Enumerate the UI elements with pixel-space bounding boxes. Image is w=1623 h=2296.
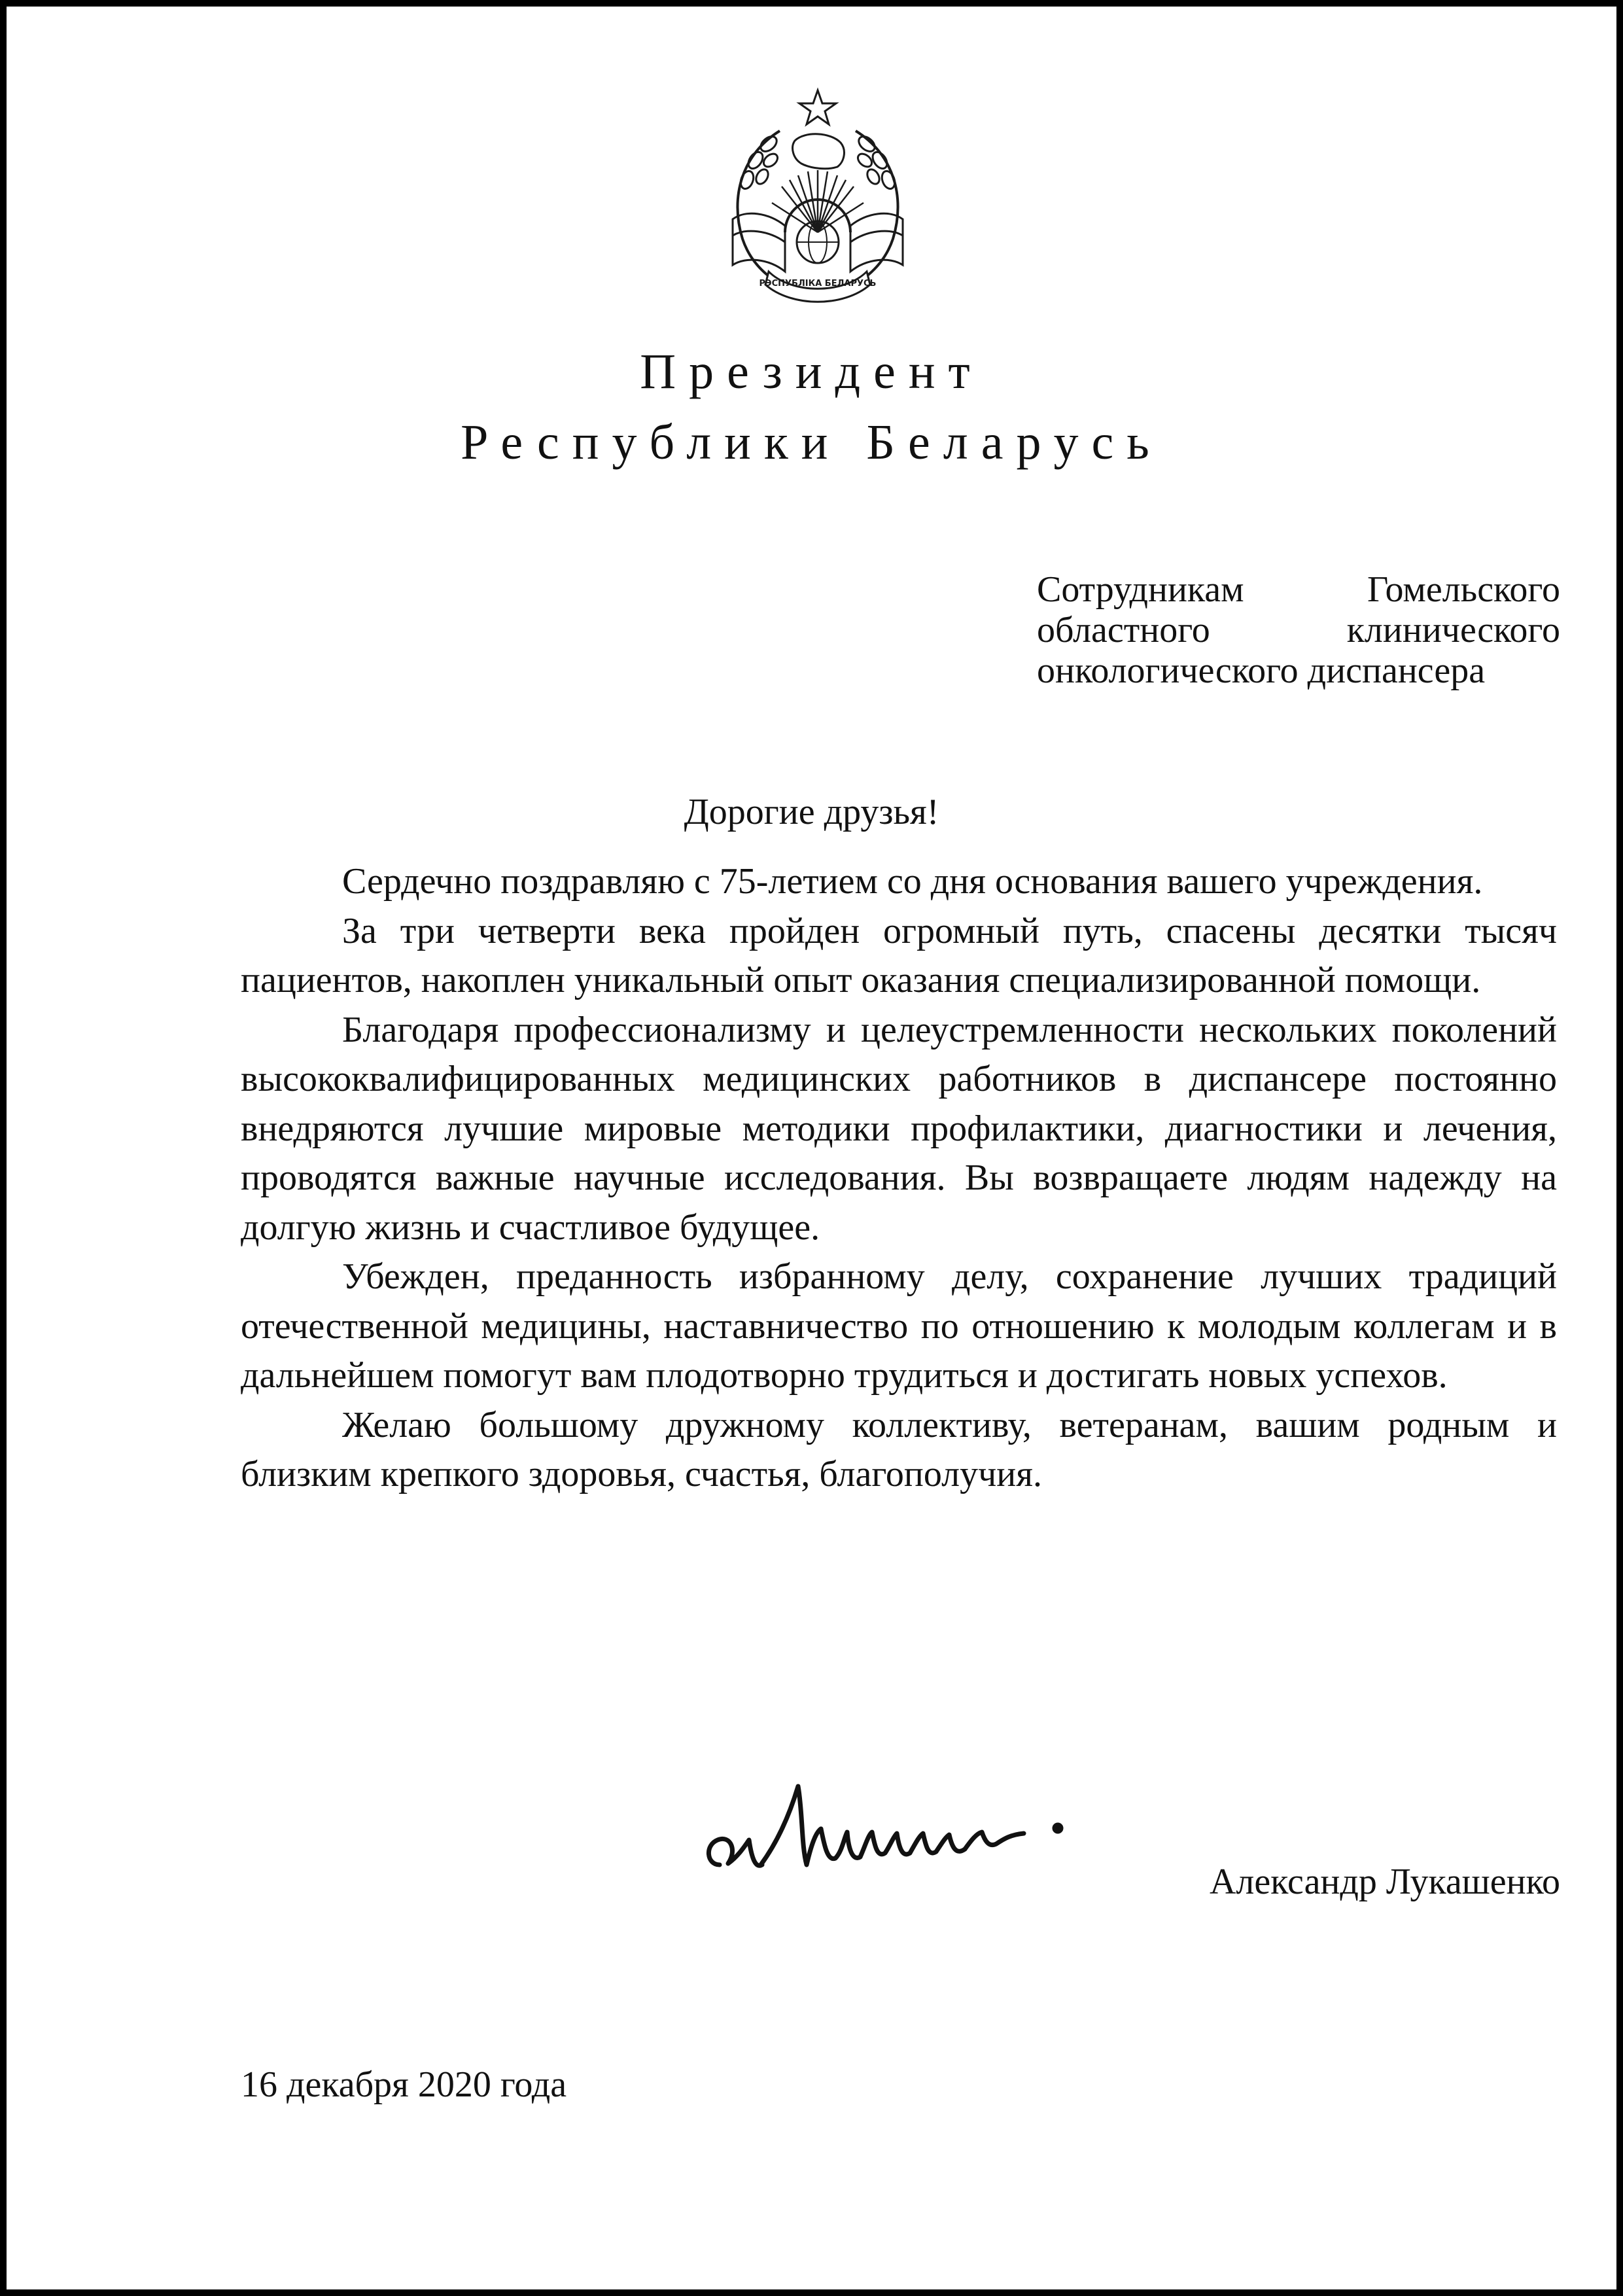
addressee-line: областного клинического — [1037, 610, 1560, 650]
heading-president: Президент — [640, 344, 983, 399]
belarus-state-emblem-icon — [707, 85, 929, 311]
letter-paragraph: Сердечно поздравляю с 75-летием со дня основания вашего учреждения. — [342, 861, 1483, 902]
letter-paragraph: Желаю большому дружному коллективу, ветеранам, вашим родным и близким крепкого здоровья, счастья, благополучия. — [241, 1404, 1557, 1494]
letter-body — [241, 857, 1557, 1500]
handwritten-signature-icon — [697, 1767, 1089, 1901]
heading-republic: Республики Беларусь — [461, 415, 1162, 470]
letter-date: 16 декабря 2020 года — [241, 2064, 567, 2105]
letter-paragraph: За три четверти века пройден огромный путь, спасены десятки тысяч пациентов, накоплен уникальный опыт оказания специализированной помощи. — [241, 910, 1557, 1000]
signer-name: Александр Лукашенко — [1209, 1862, 1560, 1902]
salutation: Дорогие друзья! — [684, 792, 939, 832]
addressee-block — [1037, 569, 1560, 691]
emblem-ribbon-text: РЭСПУБЛІКА БЕЛАРУСЬ — [759, 279, 877, 289]
letter-paragraph: Убежден, преданность избранному делу, сохранение лучших традиций отечественной медицины, наставничество по отношению к молодым коллегам и в дальнейшем помогут вам плодотворно трудиться и достигать новых успехов. — [241, 1256, 1557, 1396]
addressee-line: Сотрудникам Гомельского — [1037, 569, 1560, 610]
letter-paragraph: Благодаря профессионализму и целеустремленности нескольких поколений высококвалифицированных медицинских работников в диспансере постоянно внедряются лучшие мировые методики профилактики, диагностики и лечения, проводятся важные научные исследования. Вы возвращаете людям надежду на долгую жизнь и счастливое будущее. — [241, 1009, 1557, 1248]
addressee-line: онкологического диспансера — [1037, 650, 1486, 691]
